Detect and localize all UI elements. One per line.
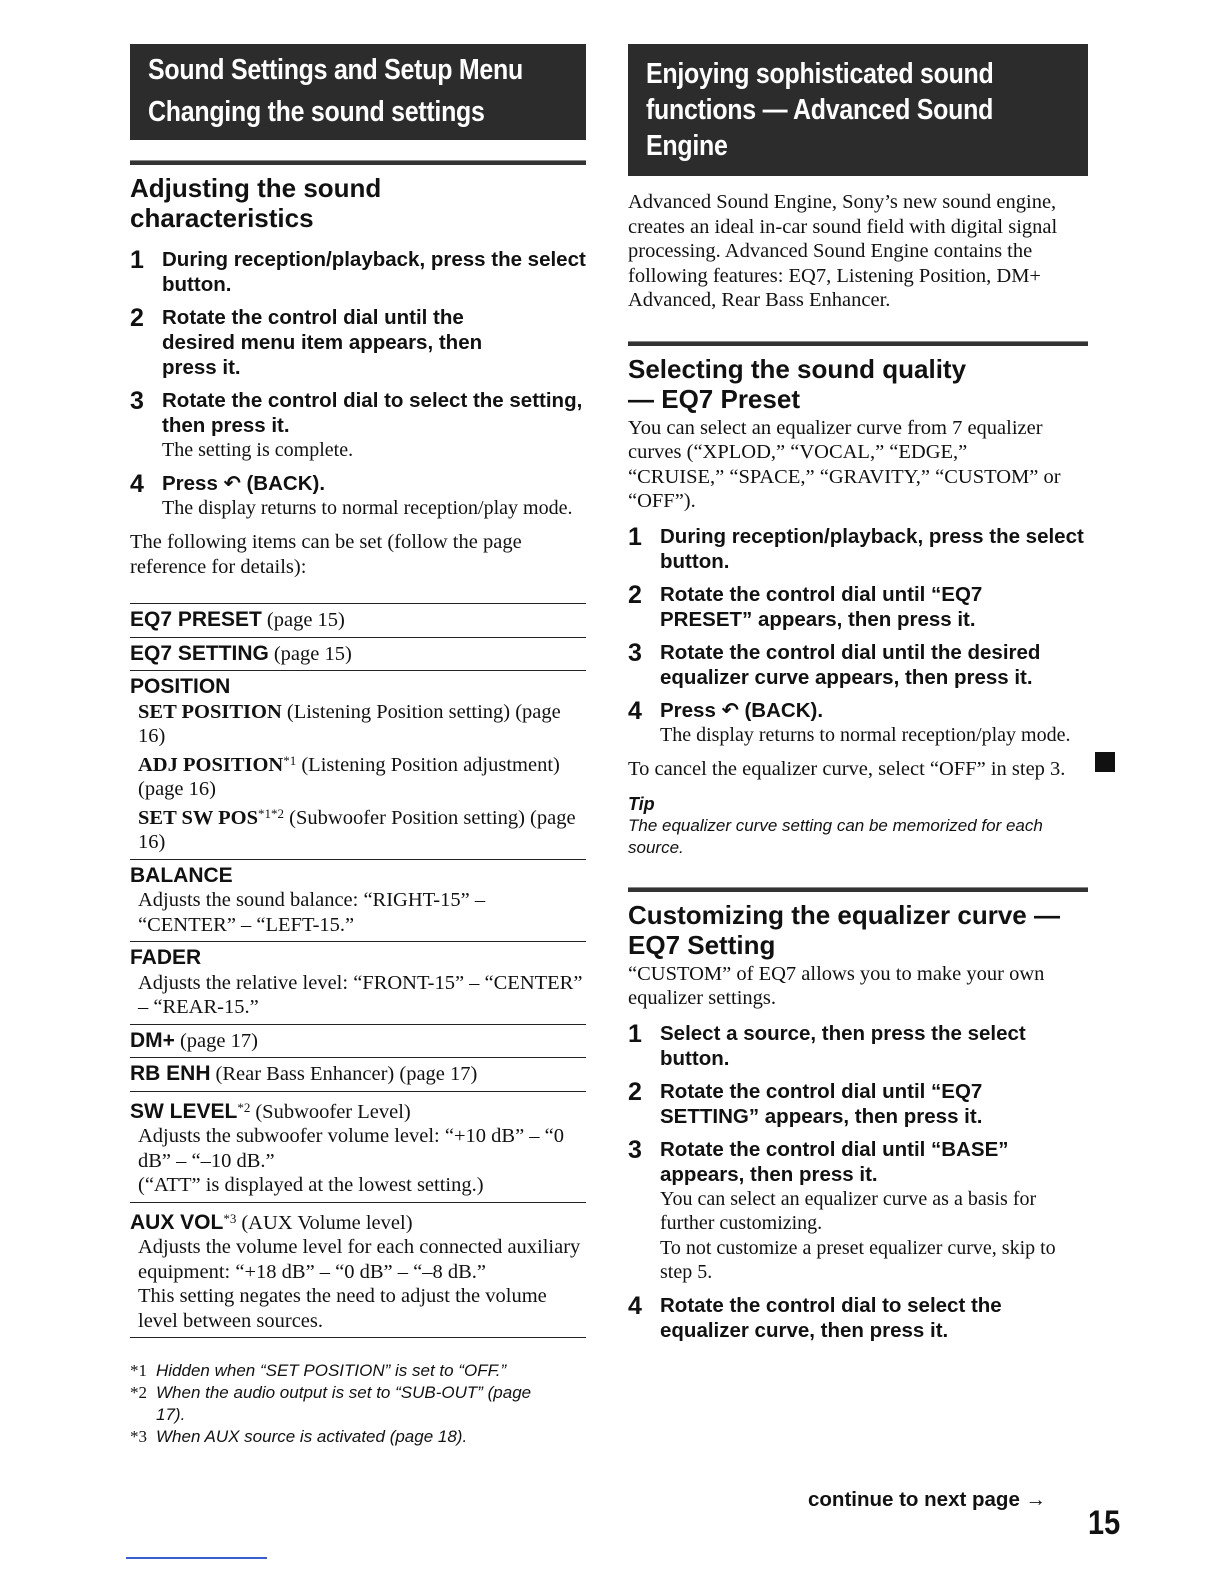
step-title: Rotate the control dial until the desired menu item appears, then press it. [162, 306, 483, 379]
footnote-ref: *3 [223, 1210, 237, 1226]
step-number: 2 [130, 304, 144, 332]
item-head: POSITION [130, 675, 231, 698]
setting-item [130, 1024, 586, 1058]
step-number: 3 [628, 1135, 642, 1164]
item-head: AUX VOL [130, 1210, 224, 1234]
item-ref: (page 15) [273, 642, 352, 665]
sub-head: SET POSITION [138, 700, 282, 723]
step-note: The display returns to normal reception/play mode. [162, 496, 573, 519]
item-sub [130, 749, 586, 802]
sub-head: ADJ POSITION [138, 753, 284, 776]
step-note: You can select an equalizer curve as a basis for further customizing. [660, 1187, 1037, 1234]
step [130, 388, 586, 463]
item-ref: (Rear Bass Enhancer) (page 17) [215, 1063, 478, 1085]
item-sub [130, 700, 586, 749]
setting-item [130, 603, 586, 637]
footnote [130, 1426, 586, 1448]
footnotes [130, 1360, 586, 1448]
item-sub [130, 802, 586, 855]
item-desc: This setting negates the need to adjust the volume level between sources. [138, 1285, 547, 1332]
step [628, 1137, 1088, 1285]
step-title [162, 471, 586, 496]
back-icon: ↶ [223, 471, 241, 495]
step [628, 582, 1088, 632]
item-head: BALANCE [130, 863, 233, 887]
item-desc: Adjusts the volume level for each connected auxiliary equipment: “+18 dB” – “0 dB” – “–8 dB.” [138, 1236, 581, 1283]
banner-line: Engine [646, 130, 728, 162]
sub-text: (Listening Position setting) (page 16) [138, 700, 561, 747]
step-number: 3 [130, 387, 144, 415]
step-title-post: (BACK). [744, 698, 824, 722]
setting-item [130, 670, 586, 859]
section-banner [130, 44, 586, 140]
item-desc: Adjusts the subwoofer volume level: “+10 dB” – “0 dB” – “–10 dB.” [138, 1125, 565, 1172]
item-head: RB ENH [130, 1062, 211, 1085]
section-intro: You can select an equalizer curve from 7 equalizer curves (“XPLOD,” “VOCAL,” “EDGE,” “CRUISE,” “SPACE,” “GRAVITY,” “CUSTOM” or “OFF”). [628, 416, 1061, 512]
section-heading: Customizing the equalizer curve — EQ7 Setting [628, 899, 1060, 960]
item-ref: (page 17) [179, 1029, 258, 1052]
setting-item [130, 1091, 586, 1202]
step [628, 524, 1088, 574]
back-icon: ↶ [721, 698, 739, 722]
step-title: Select a source, then press the select button. [660, 1021, 1026, 1070]
setting-item [130, 637, 586, 671]
right-column [628, 44, 1088, 1347]
section-rule [628, 341, 1088, 346]
step-title-pre: Press [660, 698, 716, 722]
step [130, 471, 586, 521]
footer-line [126, 1557, 267, 1559]
banner-line: Sound Settings and Setup Menu [148, 54, 523, 86]
banner-line: Enjoying sophisticated sound [646, 58, 994, 90]
continue-note [808, 1488, 1046, 1512]
footnote-ref: *1*2 [258, 805, 285, 821]
step [130, 305, 586, 380]
step-title: Rotate the control dial to select the setting, then press it. [162, 389, 583, 437]
step [628, 1293, 1088, 1343]
footnote [130, 1382, 586, 1426]
step-title: Rotate the control dial until “EQ7 SETTING” appears, then press it. [660, 1079, 983, 1128]
item-desc: (“ATT” is displayed at the lowest setting.) [138, 1174, 484, 1196]
section-intro: “CUSTOM” of EQ7 allows you to make your own equalizer settings. [628, 962, 1045, 1009]
footnote-ref: *2 [237, 1099, 251, 1115]
step-number: 1 [628, 1019, 642, 1048]
section-rule [130, 160, 586, 165]
step-note: The setting is complete. [162, 439, 354, 461]
step-title: During reception/playback, press the select button. [162, 248, 586, 296]
tip-text: The equalizer curve setting can be memorized for each source. [628, 815, 1043, 857]
step-number: 2 [628, 1077, 642, 1106]
footnote-mark: *3 [130, 1427, 147, 1446]
step-title-pre: Press [162, 471, 218, 495]
step [628, 698, 1088, 748]
items-intro: The following items can be set (follow the page reference for details): [130, 531, 522, 578]
item-head: FADER [130, 946, 202, 969]
item-head: DM+ [130, 1028, 175, 1052]
step-number: 4 [628, 1291, 642, 1320]
footnote-ref: *1 [283, 752, 297, 768]
sub-text: (Listening Position adjustment) (page 16) [138, 753, 560, 800]
section-heading: Adjusting the sound characteristics [130, 173, 382, 233]
step-number: 2 [628, 580, 642, 609]
footnote-mark: *1 [130, 1361, 147, 1380]
cancel-text: To cancel the equalizer curve, select “OFF” in step 3. [628, 758, 1066, 780]
tip-label: Tip [628, 793, 655, 814]
intro-text: Advanced Sound Engine, Sony’s new sound engine, creates an ideal in-car sound field with digital signal processing. Advanced Sound Engine contains the following features: EQ7, Listening Position, DM+ Advanced, Rear Bass Enhancer. [628, 191, 1058, 311]
footnote-text: When the audio output is set to “SUB-OUT” (page 17). [156, 1383, 532, 1424]
step-number: 1 [628, 522, 642, 551]
footnote [130, 1360, 586, 1382]
step-title: Rotate the control dial until “EQ7 PRESET” appears, then press it. [660, 582, 983, 631]
step [628, 1021, 1088, 1071]
setting-item [130, 1202, 586, 1339]
step-number: 1 [130, 246, 144, 274]
setting-item [130, 859, 586, 942]
sub-text: (Subwoofer Position setting) (page 16) [138, 806, 576, 853]
step-title: Rotate the control dial to select the equalizer curve, then press it. [660, 1293, 1002, 1342]
banner-line: functions — Advanced Sound [646, 94, 994, 126]
step-number: 3 [628, 638, 642, 667]
section-heading: Selecting the sound quality — EQ7 Preset [628, 353, 967, 414]
step-title: Rotate the control dial until “BASE” appears, then press it. [660, 1137, 1009, 1186]
banner-line: Changing the sound settings [148, 96, 485, 128]
page-number: 15 [1088, 1504, 1121, 1542]
step [628, 1079, 1088, 1129]
sub-head: SET SW POS [138, 806, 259, 829]
item-desc: Adjusts the sound balance: “RIGHT-15” – “CENTER” – “LEFT-15.” [138, 889, 486, 936]
item-ref: (Subwoofer Level) [255, 1100, 411, 1123]
continue-text: continue to next page [808, 1488, 1020, 1511]
step [628, 640, 1088, 690]
step-title: Rotate the control dial until the desired equalizer curve appears, then press it. [660, 640, 1041, 689]
step-title [660, 698, 1088, 723]
item-ref: (AUX Volume level) [241, 1211, 413, 1234]
footnote-text: Hidden when “SET POSITION” is set to “OFF.” [156, 1361, 507, 1380]
tab-marker [1095, 752, 1115, 772]
item-head: EQ7 SETTING [130, 641, 269, 665]
step-number: 4 [130, 469, 144, 498]
setting-item [130, 941, 586, 1024]
step-title-post: (BACK). [246, 471, 326, 495]
item-desc: Adjusts the relative level: “FRONT-15” – “CENTER” – “REAR-15.” [138, 971, 583, 1018]
step [130, 247, 586, 297]
left-column [130, 44, 586, 1448]
setting-item [130, 1057, 586, 1091]
step-number: 4 [628, 696, 642, 725]
item-ref: (page 15) [266, 609, 345, 631]
footnote-text: When AUX source is activated (page 18). [156, 1427, 468, 1446]
step-note: The display returns to normal reception/play mode. [660, 723, 1071, 746]
footnote-mark: *2 [130, 1383, 147, 1402]
step-note: To not customize a preset equalizer curve, skip to step 5. [660, 1236, 1056, 1283]
item-head: EQ7 PRESET [130, 608, 262, 631]
section-rule [628, 887, 1088, 892]
step-title: During reception/playback, press the select button. [660, 524, 1084, 573]
item-head: SW LEVEL [130, 1099, 238, 1123]
arrow-right-icon: → [1025, 1488, 1047, 1511]
section-banner [628, 44, 1088, 176]
